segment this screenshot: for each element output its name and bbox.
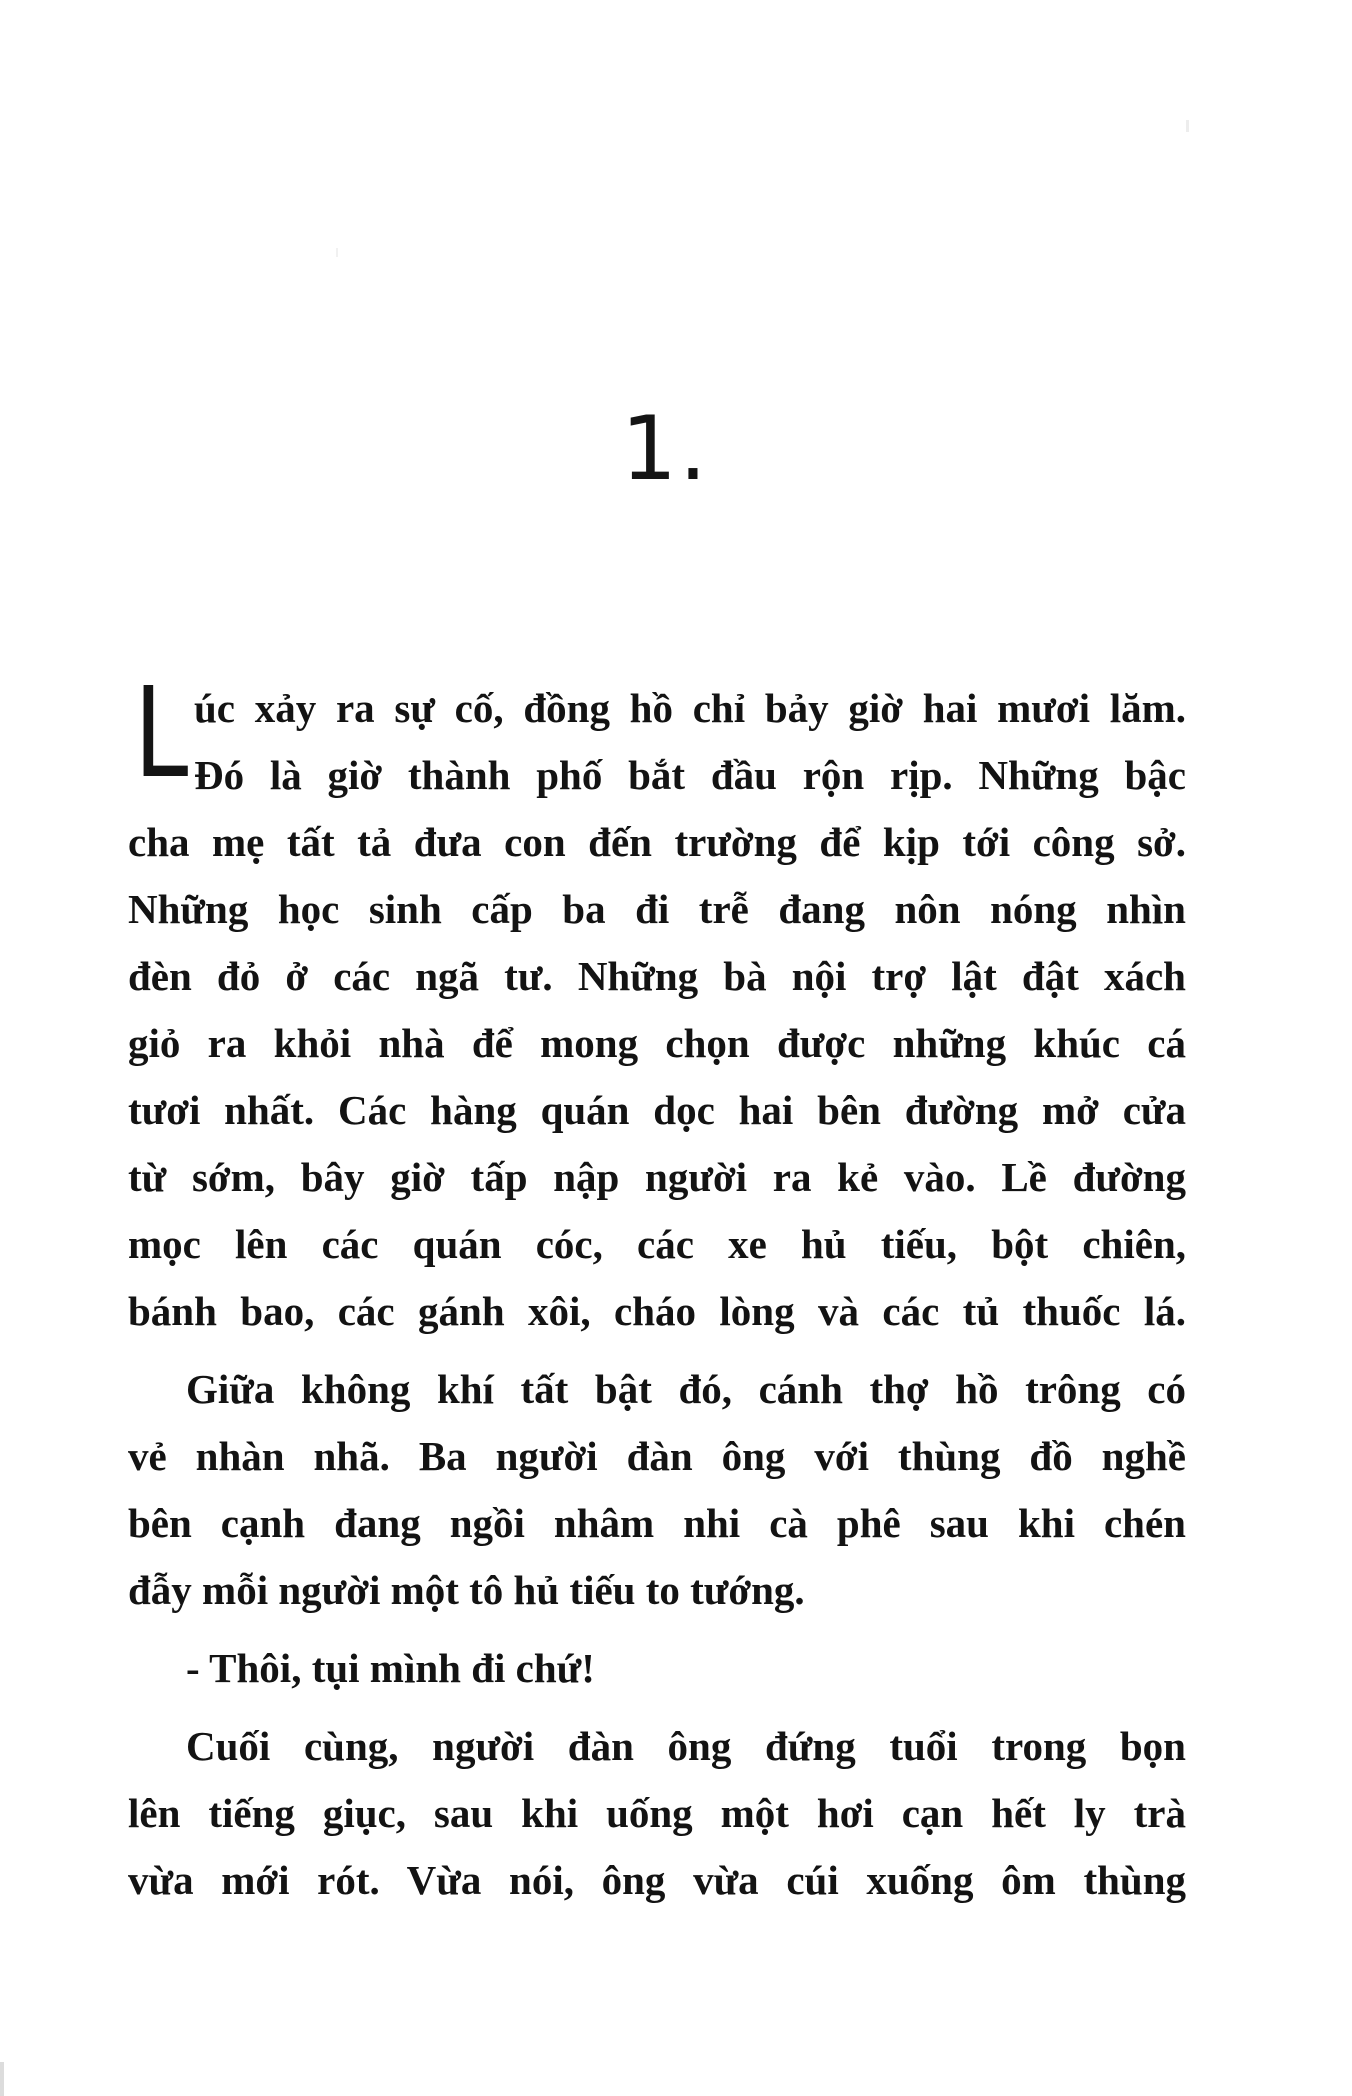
- paragraph: [128, 661, 1186, 1345]
- scan-artifact: [336, 248, 338, 257]
- text-line: vừa mới rót. Vừa nói, ông vừa cúi xuống ôm thùng: [128, 1857, 1186, 1903]
- paragraph: [128, 1635, 1186, 1702]
- text-line: Những học sinh cấp ba đi trễ đang nôn nóng nhìn: [128, 886, 1186, 932]
- text-line: từ sớm, bây giờ tấp nập người ra kẻ vào. Lề đường: [128, 1154, 1186, 1200]
- text-line: úc xảy ra sự cố, đồng hồ chỉ bảy giờ hai mươi lăm.: [194, 685, 1186, 731]
- text-line: Giữa không khí tất bật đó, cánh thợ hồ trông có: [186, 1366, 1186, 1412]
- text-line: mọc lên các quán cóc, các xe hủ tiếu, bột chiên,: [128, 1221, 1186, 1267]
- text-line: - Thôi, tụi mình đi chứ!: [186, 1645, 595, 1691]
- scan-artifact: [1186, 120, 1189, 132]
- text-line: đẫy mỗi người một tô hủ tiếu to tướng.: [128, 1567, 805, 1613]
- scan-artifact: [0, 2062, 4, 2096]
- text-line: tươi nhất. Các hàng quán dọc hai bên đường mở cửa: [128, 1087, 1186, 1133]
- text-line: bên cạnh đang ngồi nhâm nhi cà phê sau khi chén: [128, 1500, 1186, 1546]
- text-line: lên tiếng giục, sau khi uống một hơi cạn hết ly trà: [128, 1790, 1186, 1836]
- paragraph: [128, 1356, 1186, 1624]
- text-line: Cuối cùng, người đàn ông đứng tuổi trong bọn: [186, 1723, 1186, 1769]
- chapter-number: 1.: [621, 397, 709, 500]
- paragraph: [128, 1713, 1186, 1914]
- text-line: bánh bao, các gánh xôi, cháo lòng và các tủ thuốc lá.: [128, 1288, 1186, 1334]
- text-line: vẻ nhàn nhã. Ba người đàn ông với thùng đồ nghề: [128, 1433, 1186, 1479]
- text-line: đèn đỏ ở các ngã tư. Những bà nội trợ lật đật xách: [128, 953, 1186, 999]
- body-text: [128, 661, 1186, 1914]
- drop-cap: L: [134, 661, 189, 806]
- text-line: Đó là giờ thành phố bắt đầu rộn rịp. Những bậc: [194, 752, 1186, 798]
- text-line: giỏ ra khỏi nhà để mong chọn được những khúc cá: [128, 1020, 1186, 1066]
- text-line: cha mẹ tất tả đưa con đến trường để kịp tới công sở.: [128, 819, 1186, 865]
